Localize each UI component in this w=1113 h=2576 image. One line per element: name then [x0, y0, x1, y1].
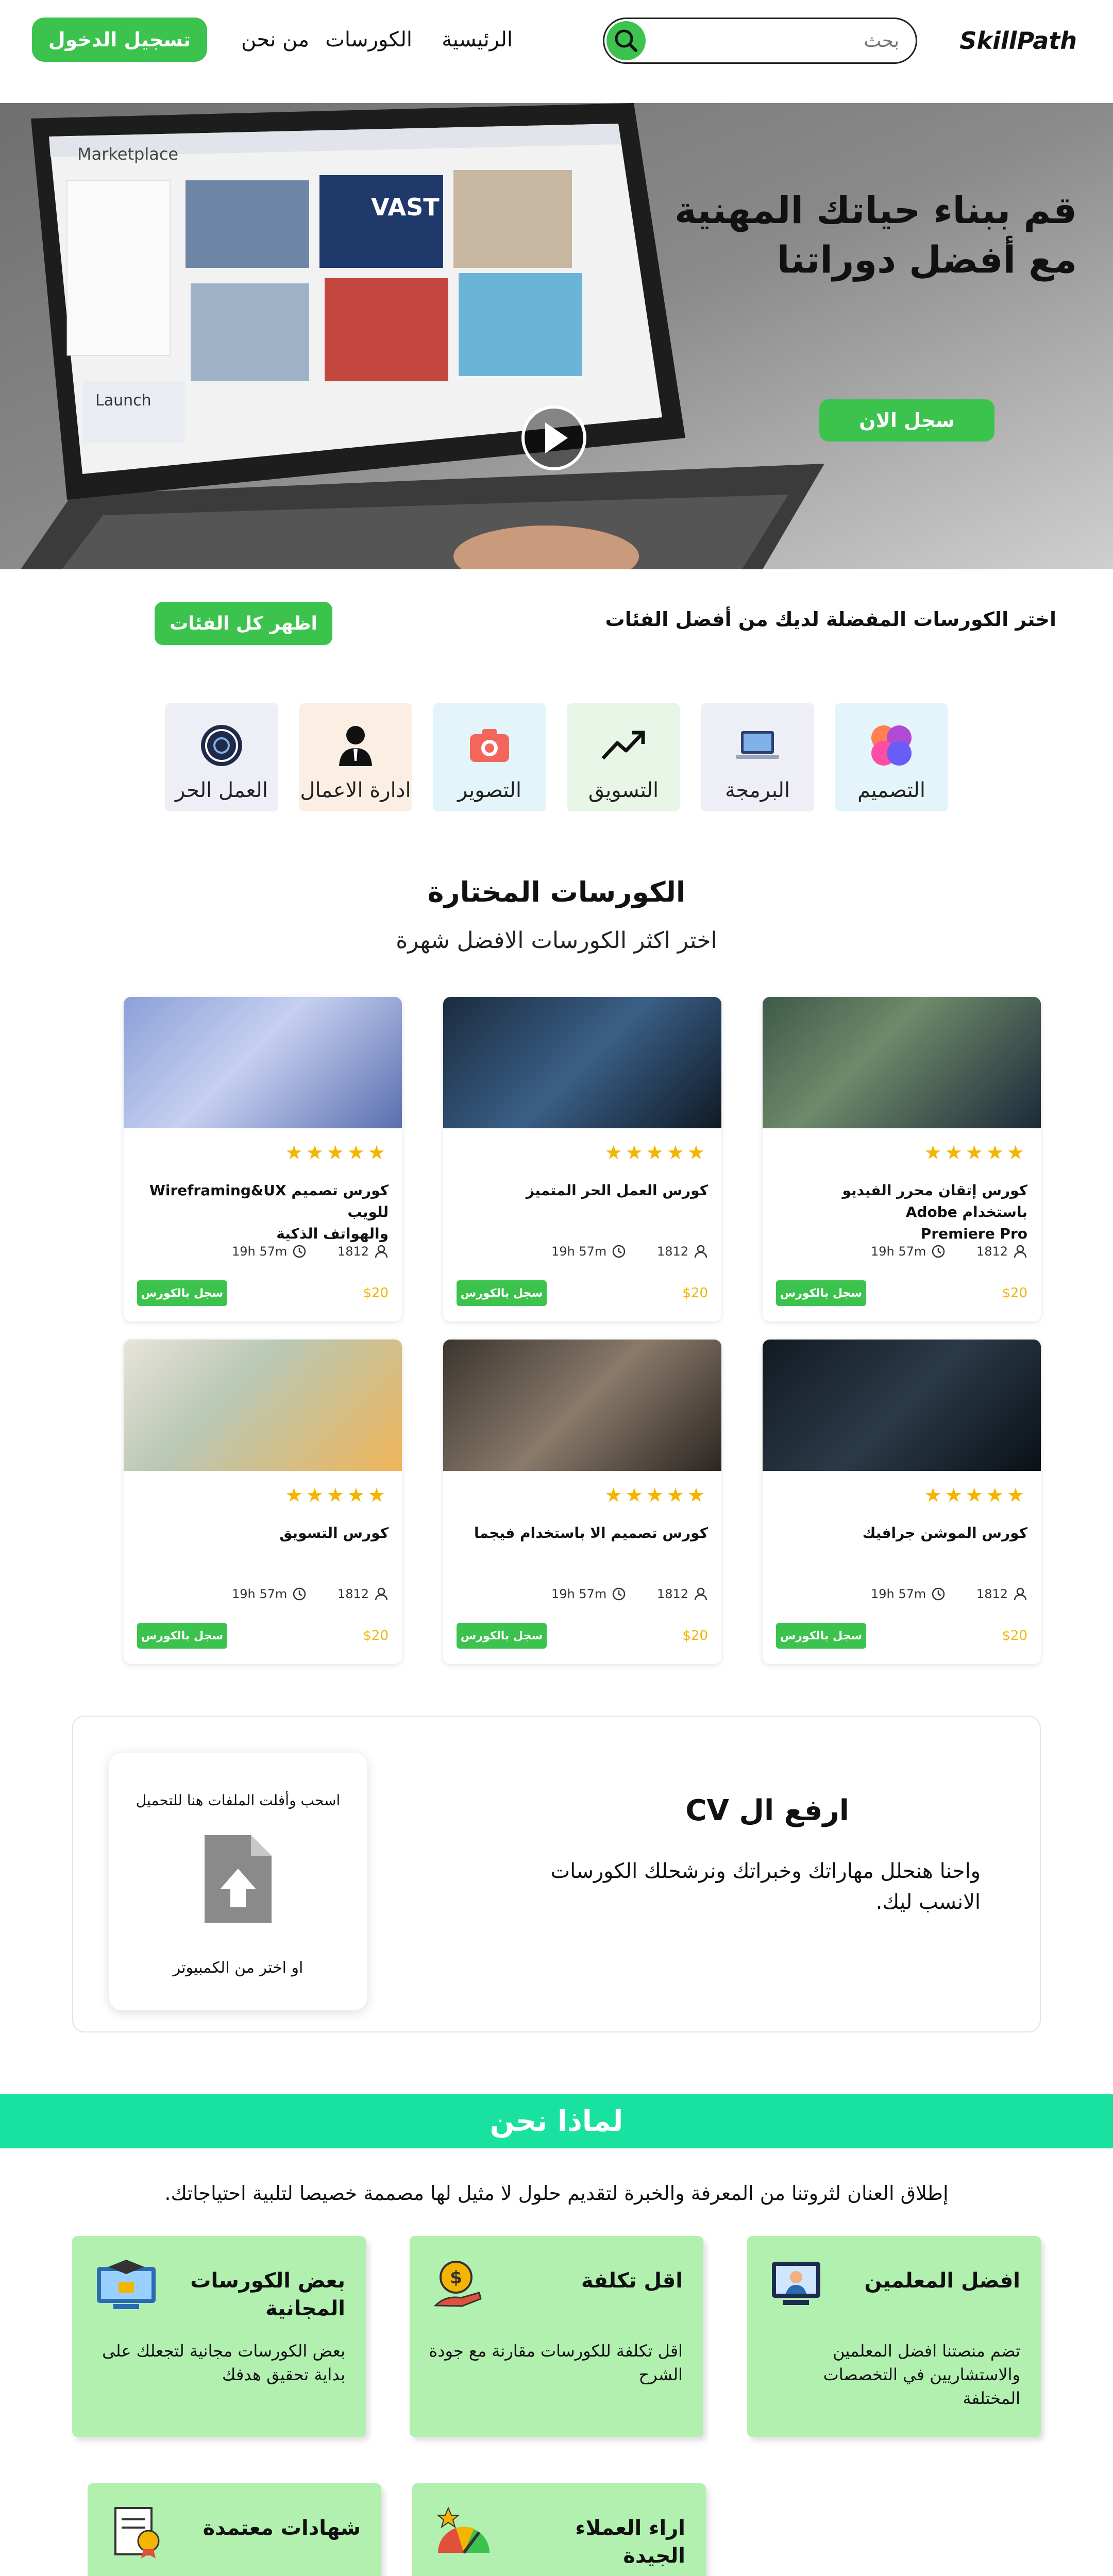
course-students-count: 1812: [656, 1244, 688, 1259]
search-icon: [606, 21, 646, 60]
course-title-line1: كورس تصميم الا باستخدام فيجما: [474, 1524, 708, 1541]
why-us-card-text-line: بداية تحقيق هدفك: [222, 2365, 345, 2384]
why-us-card-title: بعض الكورسات المجانية: [190, 2269, 345, 2320]
clock-icon: [292, 1244, 307, 1259]
course-image: [763, 997, 1041, 1128]
courses-heading: الكورسات المختارة: [427, 876, 686, 908]
why-us-card: [72, 2236, 366, 2437]
clock-icon: [931, 1244, 946, 1259]
dropzone-text: اسحب وأفلت الملفات هنا للتحميل: [136, 1792, 341, 1809]
course-title: [775, 1522, 1027, 1544]
why-us-card-title: افضل المعلمين: [864, 2269, 1020, 2293]
why-us-intro: إطلاق العنان لثروتنا من المعرفة والخبرة لتقديم حلول لا مثيل لها مصممة خصيصا لتلبية احتياجاتك.: [164, 2182, 949, 2205]
category-freelance[interactable]: [165, 703, 278, 811]
hero-title-line2: مع أفضل دوراتنا: [777, 238, 1077, 281]
course-students-count: 1812: [976, 1244, 1008, 1259]
user-icon: [694, 1244, 708, 1259]
teacher-icon: [768, 2257, 824, 2313]
login-button[interactable]: تسجيل الدخول: [32, 18, 207, 62]
register-now-button[interactable]: سجل الان: [819, 399, 994, 442]
course-title-line2: والهواتف الذكية: [276, 1225, 389, 1242]
rating-icon: [433, 2504, 495, 2561]
course-card[interactable]: [124, 1340, 402, 1664]
user-icon: [374, 1244, 389, 1259]
cv-upload-section: [72, 1716, 1041, 2032]
course-duration-text: 19h 57m: [871, 1587, 926, 1601]
clock-icon: [292, 1587, 307, 1601]
enroll-course-button[interactable]: سجل بالكورس: [776, 1280, 866, 1306]
why-us-card-text-line: بعض الكورسات مجانية لتجعلك على: [102, 2341, 345, 2361]
course-image: [763, 1340, 1041, 1471]
category-business[interactable]: [299, 703, 412, 811]
course-image: [443, 997, 721, 1128]
user-icon: [1013, 1587, 1027, 1601]
course-title-line1: كورس إتقان محرر الفيديو باستخدام Adobe: [842, 1182, 1027, 1221]
search-button[interactable]: [606, 21, 646, 60]
category-label: التسويق: [588, 778, 659, 802]
course-duration-text: 19h 57m: [232, 1587, 288, 1601]
upload-file-icon: [199, 1830, 277, 1928]
course-students: [976, 1587, 1027, 1601]
course-duration-text: 19h 57m: [551, 1587, 607, 1601]
course-grid: [72, 997, 1041, 1667]
why-us-card-text: [425, 2339, 683, 2386]
course-duration: [871, 1244, 946, 1259]
laptop-icon: [732, 720, 783, 771]
category-design[interactable]: [835, 703, 948, 811]
category-label: العمل الحر: [175, 778, 268, 802]
why-us-card-title: اراء العملاء الجيدة: [575, 2516, 685, 2568]
category-label: ادارة الاعمال: [300, 778, 411, 802]
enroll-course-button[interactable]: سجل بالكورس: [137, 1623, 227, 1649]
course-price: $20: [363, 1285, 389, 1301]
screen-header-text: Marketplace: [77, 144, 179, 164]
why-us-card-text-line: تضم منصتنا افضل المعلمين: [833, 2341, 1020, 2361]
course-students: [657, 1587, 708, 1601]
design-icon: [866, 720, 917, 771]
trend-icon: [598, 720, 649, 771]
why-us-card: [747, 2236, 1041, 2437]
cv-description-line2: الانسب ليك.: [875, 1890, 981, 1914]
hero-title-line1: قم ببناء حياتك المهنية: [674, 189, 1077, 232]
course-price: $20: [682, 1285, 708, 1301]
course-image: [443, 1340, 721, 1471]
course-image: [124, 1340, 402, 1471]
why-us-card-title: اقل تكلفة: [581, 2269, 683, 2293]
course-duration-text: 19h 57m: [232, 1244, 288, 1259]
why-us-card-text-line: الشرح: [638, 2365, 683, 2384]
course-title-line1: كورس الموشن جرافيك: [862, 1524, 1027, 1541]
user-icon: [694, 1587, 708, 1601]
categories-heading: اختر الكورسات المفضلة لديك من أفضل الفئات: [605, 608, 1056, 631]
why-us-card-text-line: والاستشاريين في التخصصات المختلفة: [823, 2365, 1020, 2408]
course-title: [136, 1180, 389, 1245]
course-duration: [551, 1587, 626, 1601]
svg-text:$: $: [450, 2267, 462, 2288]
course-card[interactable]: [763, 997, 1041, 1321]
why-us-card: [88, 2483, 381, 2576]
show-all-categories-button[interactable]: اظهر كل الفئات: [155, 602, 332, 645]
why-us-banner: [0, 2094, 1113, 2148]
course-title-line2: Premiere Pro: [920, 1225, 1027, 1242]
course-title-line1: كورس العمل الحر المتميز: [526, 1182, 708, 1199]
cv-title: ارفع ال CV: [685, 1794, 849, 1827]
nav-home[interactable]: الرئيسية: [442, 28, 513, 52]
course-students-count: 1812: [656, 1587, 688, 1601]
manager-icon: [330, 720, 381, 771]
course-title-line1: كورس التسويق: [279, 1524, 389, 1541]
course-students-count: 1812: [976, 1587, 1008, 1601]
course-students: [657, 1244, 708, 1259]
course-title: [456, 1522, 708, 1544]
course-students-count: 1812: [337, 1244, 369, 1259]
course-duration: [232, 1244, 307, 1259]
why-us-card-title: شهادات معتمدة: [203, 2516, 361, 2540]
course-students-count: 1812: [337, 1587, 369, 1601]
course-rating-stars: ★★★★★: [924, 1484, 1027, 1506]
screen-card-text: Launch: [95, 392, 151, 410]
user-icon: [1013, 1244, 1027, 1259]
course-price: $20: [1002, 1628, 1027, 1643]
course-card[interactable]: [763, 1340, 1041, 1664]
category-photography[interactable]: [433, 703, 546, 811]
cost-icon: [430, 2257, 487, 2313]
logo[interactable]: SkillPath: [959, 27, 1077, 55]
course-rating-stars: ★★★★★: [285, 1141, 389, 1164]
clock-icon: [612, 1587, 626, 1601]
why-us-card-text: [763, 2339, 1020, 2410]
site-header: [0, 0, 1113, 82]
course-title-line1: كورس تصميم Wireframing&UX للويب: [149, 1182, 389, 1221]
course-title: [136, 1522, 389, 1544]
nav-courses[interactable]: الكورسات: [325, 28, 412, 52]
course-rating-stars: ★★★★★: [924, 1141, 1027, 1164]
course-rating-stars: ★★★★★: [285, 1484, 389, 1506]
hero-title: [674, 185, 1077, 284]
free-course-icon: [93, 2257, 160, 2313]
course-duration-text: 19h 57m: [871, 1244, 926, 1259]
course-duration-text: 19h 57m: [551, 1244, 607, 1259]
freelance-icon: [196, 720, 247, 771]
category-programming[interactable]: [701, 703, 814, 811]
user-icon: [374, 1587, 389, 1601]
course-rating-stars: ★★★★★: [604, 1141, 708, 1164]
course-card[interactable]: [124, 997, 402, 1321]
course-title: [775, 1180, 1027, 1245]
course-price: $20: [1002, 1285, 1027, 1301]
enroll-course-button[interactable]: سجل بالكورس: [457, 1280, 547, 1306]
course-duration: [551, 1244, 626, 1259]
search-box[interactable]: [603, 18, 917, 64]
file-dropzone[interactable]: [109, 1753, 367, 2010]
courses-subheading: اختر اكثر الكورسات الافضل شهرة: [396, 927, 717, 954]
course-duration: [232, 1587, 307, 1601]
certificate-icon: [108, 2504, 165, 2561]
course-price: $20: [682, 1628, 708, 1643]
category-label: التصوير: [458, 778, 521, 802]
nav-about[interactable]: من نحن: [241, 28, 309, 52]
why-us-title: لماذا نحن: [490, 2105, 623, 2138]
course-card[interactable]: [443, 997, 721, 1321]
choose-file-link[interactable]: او اختر من الكمبيوتر: [173, 1959, 303, 1977]
why-us-card-text: [88, 2339, 345, 2386]
categories-row: [165, 703, 948, 811]
enroll-course-button[interactable]: سجل بالكورس: [137, 1280, 227, 1306]
course-card[interactable]: [443, 1340, 721, 1664]
category-label: التصميم: [857, 778, 925, 802]
course-image: [124, 997, 402, 1128]
category-label: البرمجة: [724, 778, 790, 802]
course-duration: [871, 1587, 946, 1601]
screen-brand-text: VAST: [371, 193, 440, 221]
course-students: [338, 1244, 389, 1259]
enroll-course-button[interactable]: سجل بالكورس: [457, 1623, 547, 1649]
why-us-card-text-line: اقل تكلفة للكورسات مقارنة مع جودة: [429, 2341, 683, 2361]
category-marketing[interactable]: [567, 703, 680, 811]
clock-icon: [612, 1244, 626, 1259]
camera-icon: [464, 720, 515, 771]
course-students: [338, 1587, 389, 1601]
hero-image: [0, 103, 1113, 569]
cv-description: [550, 1856, 981, 1918]
enroll-course-button[interactable]: سجل بالكورس: [776, 1623, 866, 1649]
course-students: [976, 1244, 1027, 1259]
cv-description-line1: واحنا هنحلل مهاراتك وخبراتك ونرشحلك الكورسات: [550, 1859, 981, 1883]
hero-banner: [0, 103, 1113, 569]
search-input[interactable]: [673, 28, 900, 53]
course-rating-stars: ★★★★★: [604, 1484, 708, 1506]
course-title: [456, 1180, 708, 1201]
course-price: $20: [363, 1628, 389, 1643]
why-us-card: [412, 2483, 706, 2576]
clock-icon: [931, 1587, 946, 1601]
why-us-card: [410, 2236, 703, 2437]
